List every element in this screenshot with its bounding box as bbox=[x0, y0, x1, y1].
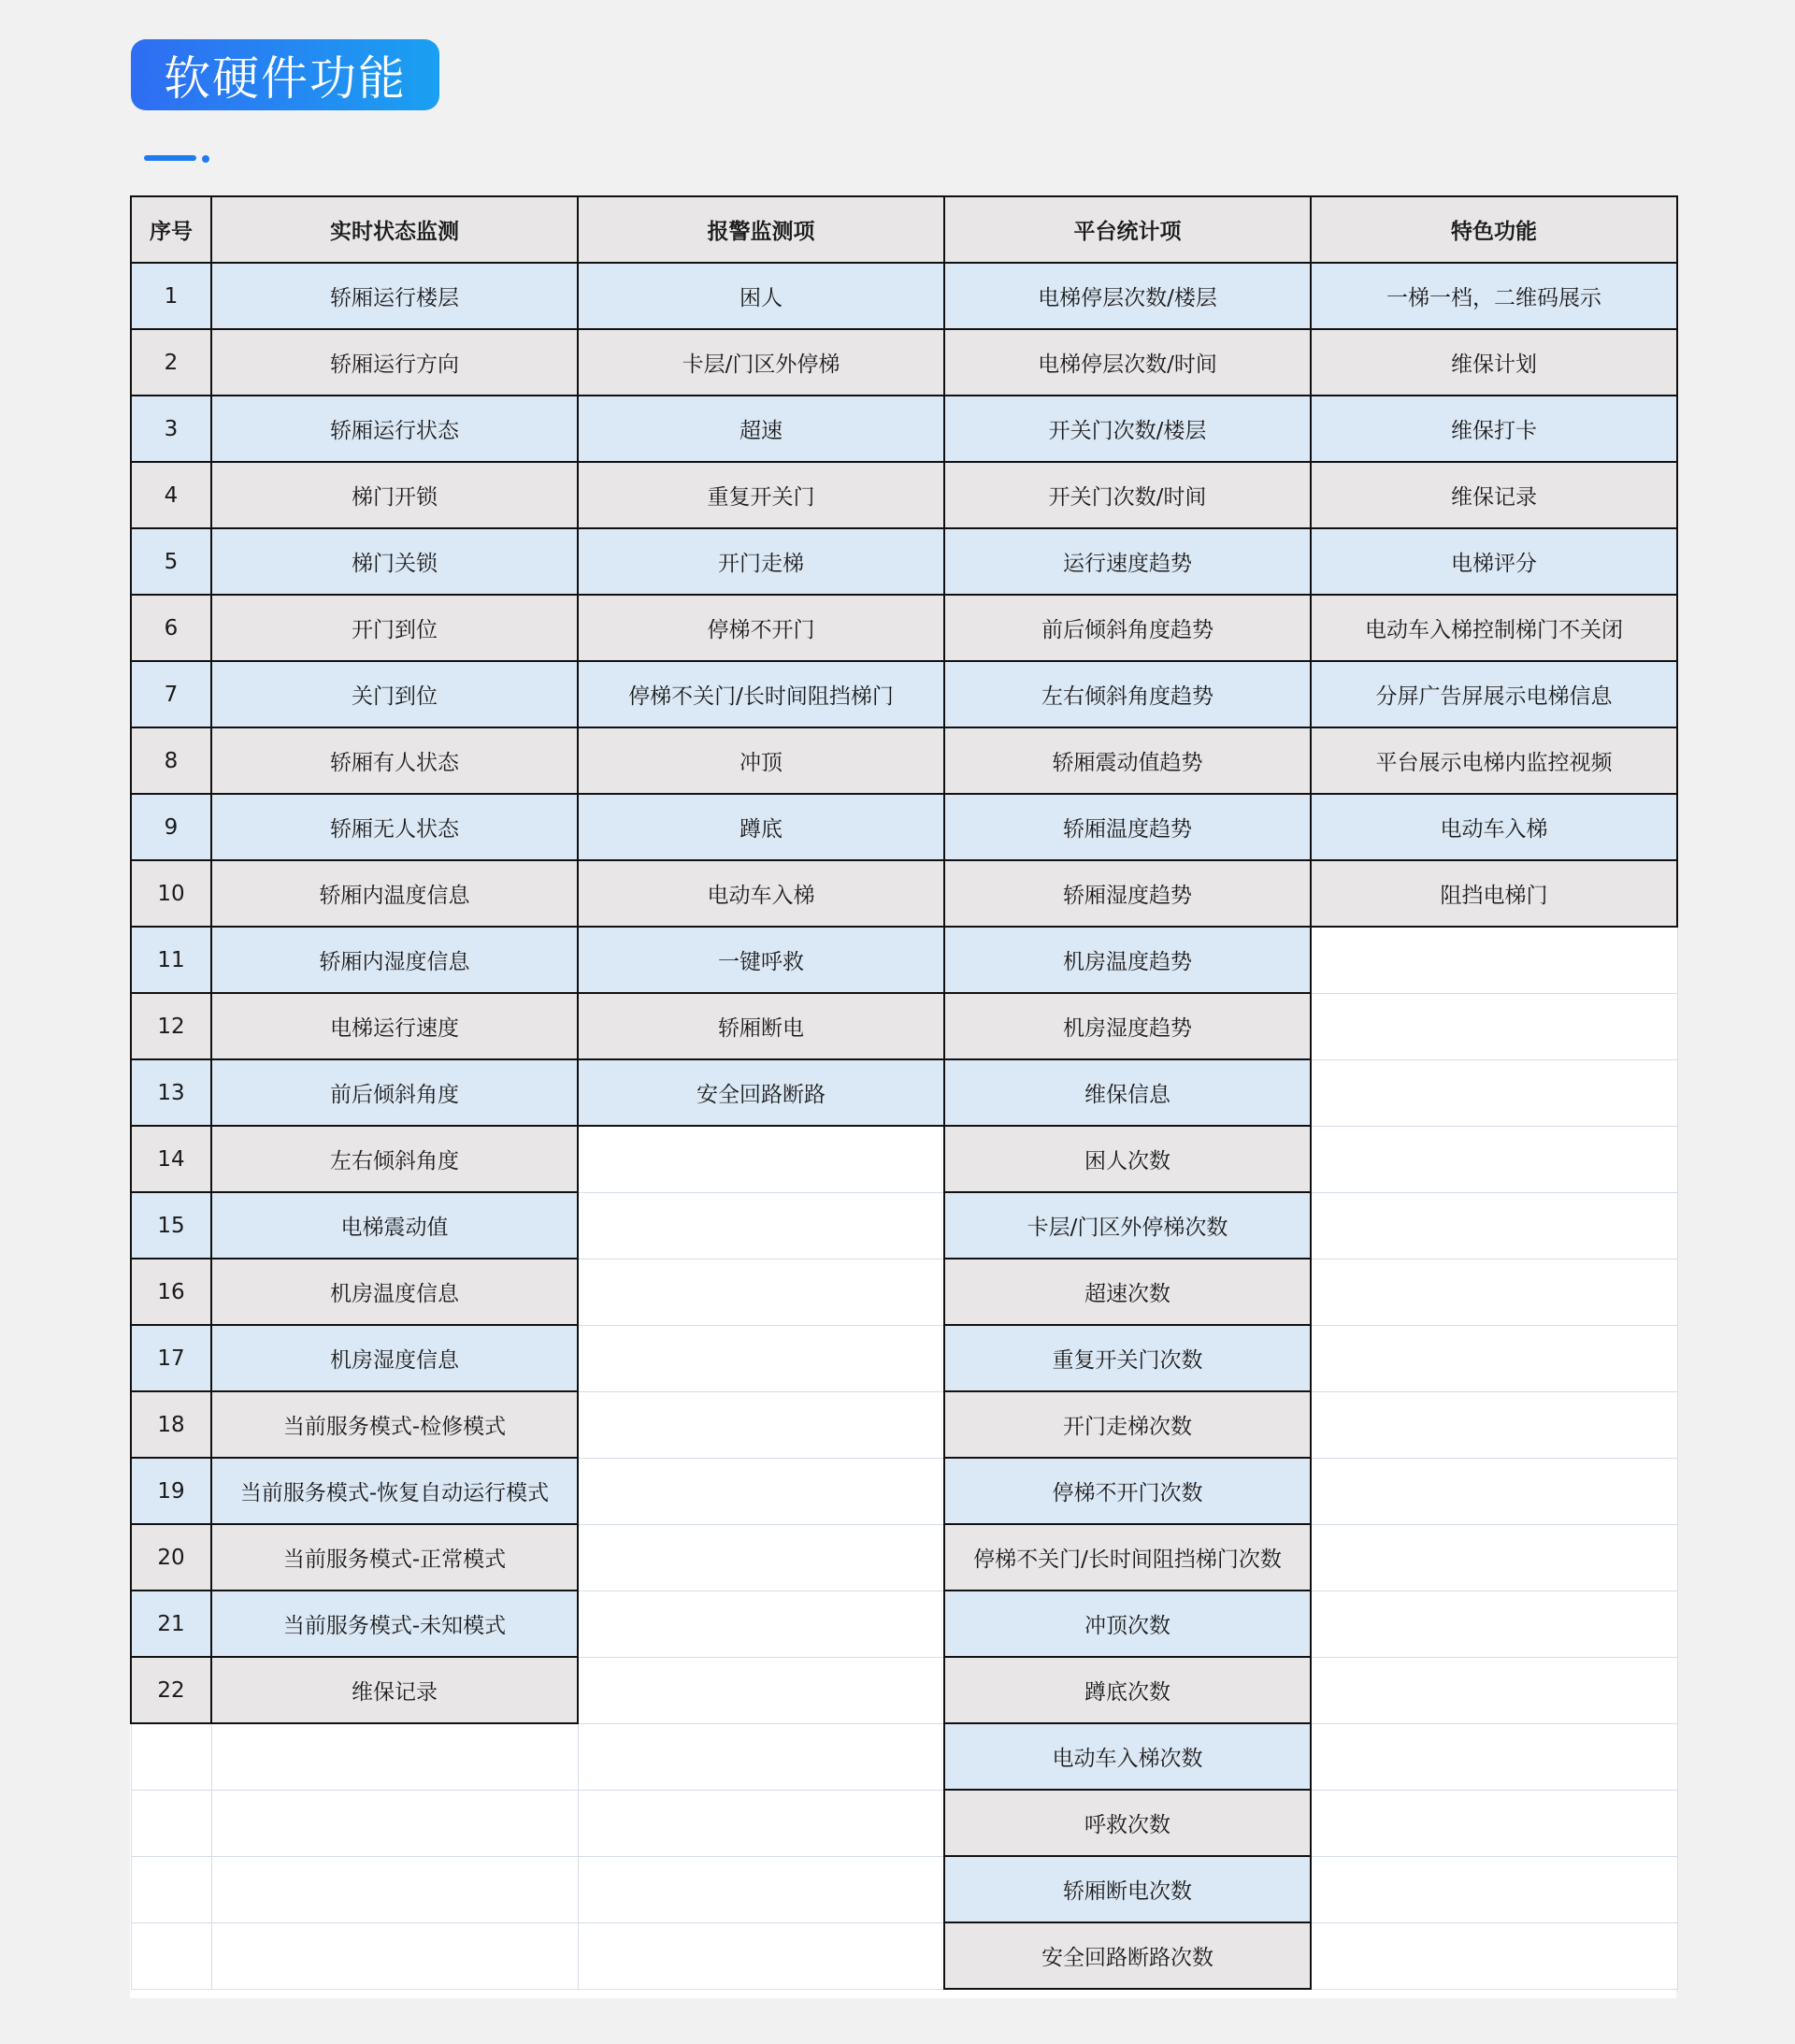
cell-platform-statistic: 停梯不关门/长时间阻挡梯门次数 bbox=[944, 1524, 1311, 1591]
cell-featured-function bbox=[1311, 1856, 1677, 1922]
cell-platform-statistic: 前后倾斜角度趋势 bbox=[944, 595, 1311, 661]
cell-alarm-item: 超速 bbox=[578, 396, 944, 462]
cell-featured-function: 平台展示电梯内监控视频 bbox=[1311, 727, 1677, 794]
section-title-badge bbox=[131, 39, 439, 110]
cell-featured-function: 维保记录 bbox=[1311, 462, 1677, 528]
table-row bbox=[131, 1458, 1677, 1524]
cell-realtime-monitoring: 轿厢内湿度信息 bbox=[211, 927, 578, 993]
cell-alarm-item: 困人 bbox=[578, 263, 944, 329]
cell-platform-statistic: 冲顶次数 bbox=[944, 1591, 1311, 1657]
cell-realtime-monitoring: 轿厢运行方向 bbox=[211, 329, 578, 396]
cell-realtime-monitoring bbox=[211, 1922, 578, 1989]
cell-index: 14 bbox=[131, 1126, 211, 1192]
table-row bbox=[131, 396, 1677, 462]
cell-platform-statistic: 电动车入梯次数 bbox=[944, 1723, 1311, 1790]
cell-alarm-item: 电动车入梯 bbox=[578, 860, 944, 927]
table-row bbox=[131, 528, 1677, 595]
cell-realtime-monitoring: 左右倾斜角度 bbox=[211, 1126, 578, 1192]
cell-featured-function: 一梯一档，二维码展示 bbox=[1311, 263, 1677, 329]
cell-platform-statistic: 电梯停层次数/时间 bbox=[944, 329, 1311, 396]
title-underline-dot bbox=[202, 155, 209, 163]
cell-featured-function bbox=[1311, 927, 1677, 993]
cell-platform-statistic: 停梯不开门次数 bbox=[944, 1458, 1311, 1524]
function-table bbox=[130, 195, 1678, 1990]
table-row bbox=[131, 1325, 1677, 1391]
cell-realtime-monitoring: 机房湿度信息 bbox=[211, 1325, 578, 1391]
cell-featured-function bbox=[1311, 1790, 1677, 1856]
cell-index: 13 bbox=[131, 1059, 211, 1126]
cell-platform-statistic: 开门走梯次数 bbox=[944, 1391, 1311, 1458]
table-row bbox=[131, 462, 1677, 528]
table-row bbox=[131, 1591, 1677, 1657]
table-row bbox=[131, 1657, 1677, 1723]
table-row bbox=[131, 1192, 1677, 1259]
table-row bbox=[131, 263, 1677, 329]
table-row bbox=[131, 1524, 1677, 1591]
cell-realtime-monitoring: 维保记录 bbox=[211, 1657, 578, 1723]
cell-index: 16 bbox=[131, 1259, 211, 1325]
cell-realtime-monitoring: 轿厢运行楼层 bbox=[211, 263, 578, 329]
cell-alarm-item bbox=[578, 1657, 944, 1723]
cell-realtime-monitoring bbox=[211, 1856, 578, 1922]
section-title: 软硬件功能 bbox=[164, 51, 407, 106]
cell-platform-statistic: 维保信息 bbox=[944, 1059, 1311, 1126]
cell-alarm-item bbox=[578, 1391, 944, 1458]
cell-alarm-item: 重复开关门 bbox=[578, 462, 944, 528]
cell-alarm-item bbox=[578, 1192, 944, 1259]
cell-platform-statistic: 轿厢湿度趋势 bbox=[944, 860, 1311, 927]
cell-alarm-item bbox=[578, 1856, 944, 1922]
cell-realtime-monitoring: 当前服务模式-恢复自动运行模式 bbox=[211, 1458, 578, 1524]
cell-index: 18 bbox=[131, 1391, 211, 1458]
cell-alarm-item: 冲顶 bbox=[578, 727, 944, 794]
cell-index bbox=[131, 1856, 211, 1922]
cell-featured-function bbox=[1311, 1325, 1677, 1391]
table-row bbox=[131, 1259, 1677, 1325]
cell-alarm-item: 停梯不开门 bbox=[578, 595, 944, 661]
header-alarm-items: 报警监测项 bbox=[578, 196, 944, 263]
cell-index: 15 bbox=[131, 1192, 211, 1259]
cell-platform-statistic: 卡层/门区外停梯次数 bbox=[944, 1192, 1311, 1259]
cell-index: 7 bbox=[131, 661, 211, 727]
cell-alarm-item bbox=[578, 1790, 944, 1856]
cell-alarm-item: 开门走梯 bbox=[578, 528, 944, 595]
cell-realtime-monitoring: 机房温度信息 bbox=[211, 1259, 578, 1325]
cell-alarm-item bbox=[578, 1591, 944, 1657]
cell-platform-statistic: 开关门次数/楼层 bbox=[944, 396, 1311, 462]
cell-platform-statistic: 安全回路断路次数 bbox=[944, 1922, 1311, 1989]
cell-alarm-item bbox=[578, 1922, 944, 1989]
header-index: 序号 bbox=[131, 196, 211, 263]
cell-realtime-monitoring: 轿厢有人状态 bbox=[211, 727, 578, 794]
header-realtime-monitoring: 实时状态监测 bbox=[211, 196, 578, 263]
cell-index: 19 bbox=[131, 1458, 211, 1524]
table-row bbox=[131, 1059, 1677, 1126]
table-row bbox=[131, 1723, 1677, 1790]
cell-index: 22 bbox=[131, 1657, 211, 1723]
cell-alarm-item bbox=[578, 1126, 944, 1192]
table-row bbox=[131, 1126, 1677, 1192]
cell-featured-function bbox=[1311, 1458, 1677, 1524]
table-row bbox=[131, 727, 1677, 794]
cell-featured-function bbox=[1311, 1524, 1677, 1591]
table-row bbox=[131, 860, 1677, 927]
table-row bbox=[131, 1391, 1677, 1458]
cell-alarm-item bbox=[578, 1524, 944, 1591]
table-row bbox=[131, 794, 1677, 860]
cell-realtime-monitoring: 前后倾斜角度 bbox=[211, 1059, 578, 1126]
cell-platform-statistic: 机房湿度趋势 bbox=[944, 993, 1311, 1059]
cell-featured-function bbox=[1311, 1126, 1677, 1192]
cell-alarm-item bbox=[578, 1259, 944, 1325]
cell-featured-function: 电动车入梯控制梯门不关闭 bbox=[1311, 595, 1677, 661]
cell-platform-statistic: 重复开关门次数 bbox=[944, 1325, 1311, 1391]
cell-featured-function: 维保计划 bbox=[1311, 329, 1677, 396]
cell-realtime-monitoring: 轿厢内温度信息 bbox=[211, 860, 578, 927]
cell-featured-function: 维保打卡 bbox=[1311, 396, 1677, 462]
cell-alarm-item: 安全回路断路 bbox=[578, 1059, 944, 1126]
cell-realtime-monitoring bbox=[211, 1723, 578, 1790]
cell-alarm-item: 停梯不关门/长时间阻挡梯门 bbox=[578, 661, 944, 727]
cell-platform-statistic: 呼救次数 bbox=[944, 1790, 1311, 1856]
cell-realtime-monitoring: 当前服务模式-正常模式 bbox=[211, 1524, 578, 1591]
cell-index: 12 bbox=[131, 993, 211, 1059]
cell-featured-function bbox=[1311, 1723, 1677, 1790]
cell-realtime-monitoring: 轿厢无人状态 bbox=[211, 794, 578, 860]
cell-index: 9 bbox=[131, 794, 211, 860]
cell-index: 8 bbox=[131, 727, 211, 794]
cell-featured-function bbox=[1311, 1657, 1677, 1723]
cell-alarm-item bbox=[578, 1458, 944, 1524]
cell-index: 17 bbox=[131, 1325, 211, 1391]
table-row bbox=[131, 993, 1677, 1059]
cell-platform-statistic: 左右倾斜角度趋势 bbox=[944, 661, 1311, 727]
cell-index bbox=[131, 1723, 211, 1790]
cell-featured-function bbox=[1311, 1591, 1677, 1657]
cell-platform-statistic: 蹲底次数 bbox=[944, 1657, 1311, 1723]
table-row bbox=[131, 927, 1677, 993]
cell-realtime-monitoring: 梯门关锁 bbox=[211, 528, 578, 595]
cell-index: 21 bbox=[131, 1591, 211, 1657]
table-row bbox=[131, 1856, 1677, 1922]
cell-index bbox=[131, 1922, 211, 1989]
cell-featured-function: 分屏广告屏展示电梯信息 bbox=[1311, 661, 1677, 727]
cell-featured-function bbox=[1311, 1391, 1677, 1458]
cell-realtime-monitoring: 电梯运行速度 bbox=[211, 993, 578, 1059]
cell-index bbox=[131, 1790, 211, 1856]
cell-alarm-item: 卡层/门区外停梯 bbox=[578, 329, 944, 396]
cell-alarm-item: 蹲底 bbox=[578, 794, 944, 860]
cell-index: 5 bbox=[131, 528, 211, 595]
cell-index: 2 bbox=[131, 329, 211, 396]
cell-featured-function: 电动车入梯 bbox=[1311, 794, 1677, 860]
cell-realtime-monitoring: 轿厢运行状态 bbox=[211, 396, 578, 462]
cell-alarm-item: 轿厢断电 bbox=[578, 993, 944, 1059]
cell-platform-statistic: 轿厢温度趋势 bbox=[944, 794, 1311, 860]
cell-index: 10 bbox=[131, 860, 211, 927]
cell-platform-statistic: 轿厢断电次数 bbox=[944, 1856, 1311, 1922]
cell-index: 1 bbox=[131, 263, 211, 329]
cell-index: 3 bbox=[131, 396, 211, 462]
table-header-row bbox=[131, 196, 1677, 263]
cell-alarm-item bbox=[578, 1723, 944, 1790]
cell-alarm-item bbox=[578, 1325, 944, 1391]
cell-featured-function: 电梯评分 bbox=[1311, 528, 1677, 595]
table-row bbox=[131, 329, 1677, 396]
title-underline-bar bbox=[144, 155, 196, 161]
cell-index: 6 bbox=[131, 595, 211, 661]
table-row bbox=[131, 1790, 1677, 1856]
cell-featured-function bbox=[1311, 1059, 1677, 1126]
cell-platform-statistic: 超速次数 bbox=[944, 1259, 1311, 1325]
cell-featured-function bbox=[1311, 1259, 1677, 1325]
cell-realtime-monitoring: 当前服务模式-检修模式 bbox=[211, 1391, 578, 1458]
cell-alarm-item: 一键呼救 bbox=[578, 927, 944, 993]
cell-platform-statistic: 轿厢震动值趋势 bbox=[944, 727, 1311, 794]
cell-featured-function: 阻挡电梯门 bbox=[1311, 860, 1677, 927]
table-row bbox=[131, 595, 1677, 661]
cell-featured-function bbox=[1311, 1922, 1677, 1989]
cell-realtime-monitoring: 电梯震动值 bbox=[211, 1192, 578, 1259]
function-table-area bbox=[130, 195, 1676, 1998]
cell-realtime-monitoring: 梯门开锁 bbox=[211, 462, 578, 528]
cell-platform-statistic: 开关门次数/时间 bbox=[944, 462, 1311, 528]
cell-platform-statistic: 机房温度趋势 bbox=[944, 927, 1311, 993]
header-featured-functions: 特色功能 bbox=[1311, 196, 1677, 263]
table-row bbox=[131, 1922, 1677, 1989]
cell-platform-statistic: 困人次数 bbox=[944, 1126, 1311, 1192]
cell-featured-function bbox=[1311, 993, 1677, 1059]
cell-index: 4 bbox=[131, 462, 211, 528]
cell-platform-statistic: 运行速度趋势 bbox=[944, 528, 1311, 595]
cell-platform-statistic: 电梯停层次数/楼层 bbox=[944, 263, 1311, 329]
header-platform-statistics: 平台统计项 bbox=[944, 196, 1311, 263]
table-row bbox=[131, 661, 1677, 727]
cell-featured-function bbox=[1311, 1192, 1677, 1259]
cell-realtime-monitoring: 开门到位 bbox=[211, 595, 578, 661]
cell-realtime-monitoring bbox=[211, 1790, 578, 1856]
cell-index: 20 bbox=[131, 1524, 211, 1591]
cell-realtime-monitoring: 关门到位 bbox=[211, 661, 578, 727]
cell-index: 11 bbox=[131, 927, 211, 993]
cell-realtime-monitoring: 当前服务模式-未知模式 bbox=[211, 1591, 578, 1657]
